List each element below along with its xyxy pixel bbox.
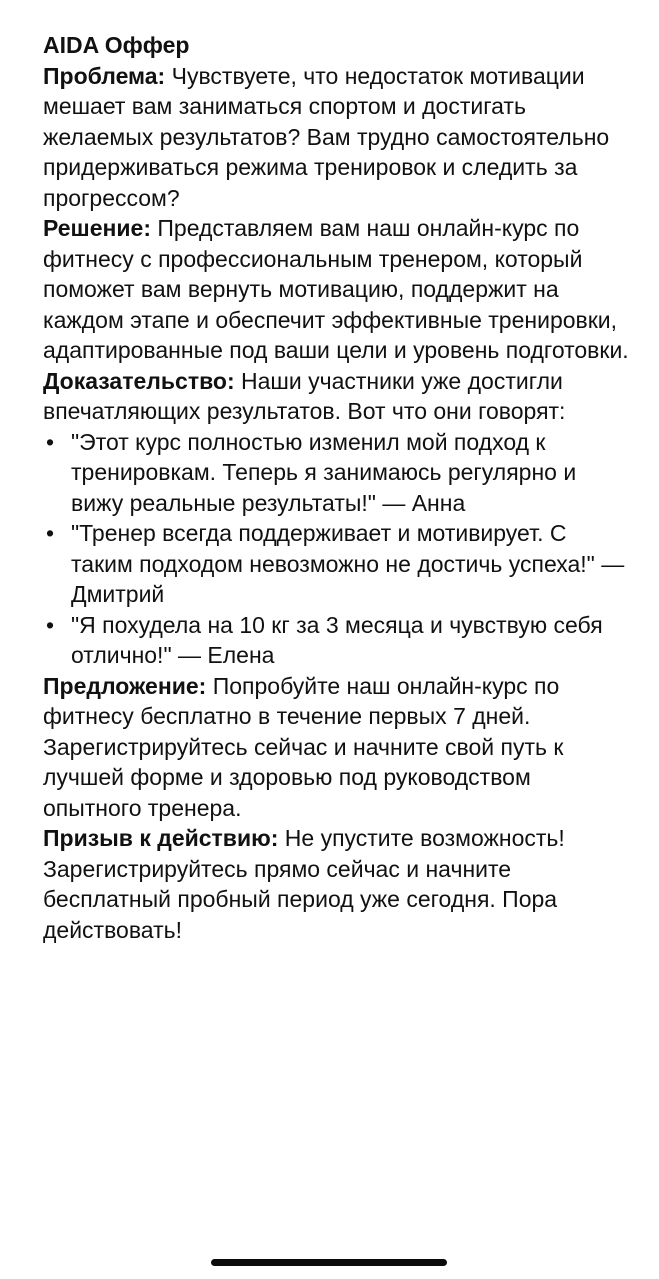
bullet-icon: •: [45, 520, 55, 546]
cta-text: Не упустите возможность! Зарегистрируйтесь прямо сейчас и начните бесплатный пробный период уже сегодня. Пора действовать!: [43, 825, 565, 943]
cta-label: Призыв к действию:: [43, 825, 279, 851]
bullet-icon: •: [45, 428, 55, 455]
proof-text: Наши участники уже достигли впечатляющих результатов. Вот что они говорят:: [43, 367, 566, 424]
document-title: AIDA Оффер: [43, 32, 190, 58]
testimonial-text: "Я похудела на 10 кг за 3 месяца и чувствую себя отлично!" — Елена: [71, 611, 603, 668]
solution-paragraph: [43, 213, 633, 366]
solution-text: Представляем вам наш онлайн-курс по фитнесу с профессиональным тренером, который поможет вам вернуть мотивацию, поддержит на каждом этапе и обеспечит эффективные тренировки, адаптированные под ваши цели и уровень подготовки.: [43, 215, 629, 363]
problem-label: Проблема:: [43, 62, 166, 89]
offer-text: Попробуйте наш онлайн-курс по фитнесу бесплатно в течение первых 7 дней. Зарегистрируйтесь сейчас и начните свой путь к лучшей форме и здоровью под руководством опытного тренера.: [43, 672, 564, 821]
offer-label: Предложение:: [43, 672, 207, 699]
proof-label: Доказательство:: [43, 367, 235, 394]
bullet-icon: •: [45, 611, 55, 638]
message-text: [43, 30, 633, 945]
testimonial-text: "Тренер всегда поддерживает и мотивирует. С таким подходом невозможно не достичь успеха!" — Дмитрий: [71, 520, 625, 607]
offer-paragraph: [43, 671, 633, 824]
problem-text: Чувствуете, что недостаток мотивации мешает вам заниматься спортом и достигать желаемых результатов? Вам трудно самостоятельно придерживаться режима тренировок и следить за прогрессом?: [43, 62, 610, 211]
cta-paragraph: [43, 823, 633, 945]
proof-paragraph: [43, 366, 633, 427]
home-indicator[interactable]: [211, 1259, 447, 1266]
testimonial-text: "Этот курс полностью изменил мой подход к тренировкам. Теперь я занимаюсь регулярно и вижу реальные результаты!" — Анна: [71, 428, 577, 516]
list-item: [43, 610, 633, 671]
problem-paragraph: [43, 61, 633, 214]
list-item: [43, 518, 633, 610]
list-item: [43, 427, 633, 519]
solution-label: Решение:: [43, 215, 152, 241]
testimonials-list: [43, 427, 633, 671]
